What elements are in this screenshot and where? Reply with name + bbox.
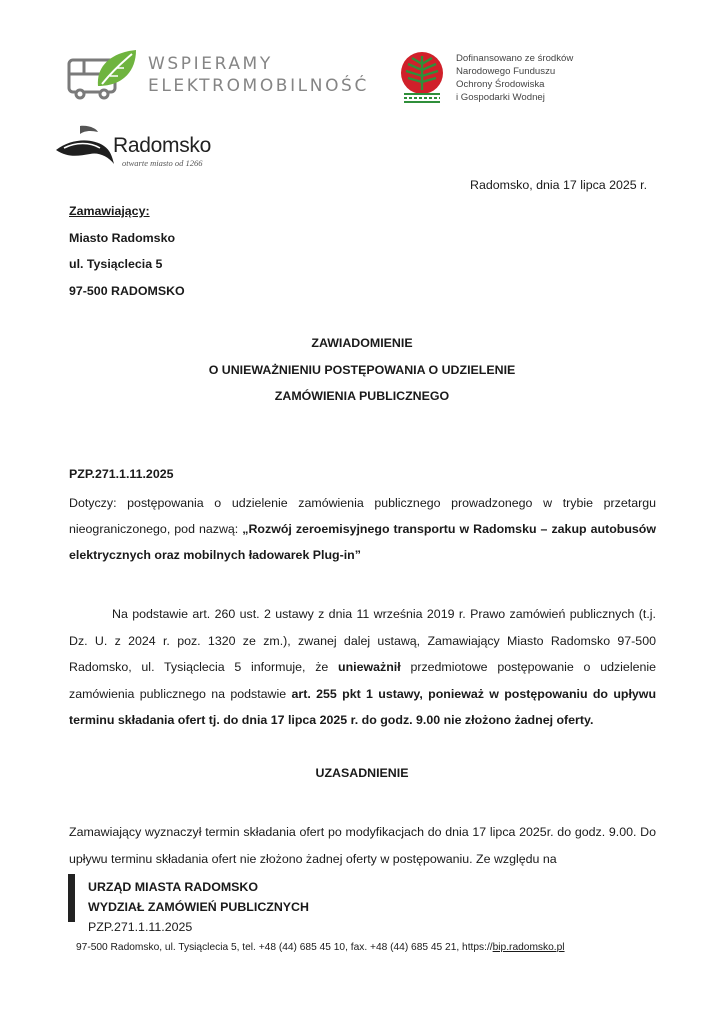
authority-line: 97-500 RADOMSKO bbox=[69, 284, 185, 298]
decision-paragraph bbox=[69, 601, 656, 734]
footer-accent-bar bbox=[68, 874, 75, 922]
nfos-text-line: Narodowego Funduszu bbox=[456, 66, 556, 77]
footer-office: URZĄD MIASTA RADOMSKO bbox=[88, 880, 259, 894]
contracting-authority-label: Zamawiający: bbox=[69, 204, 150, 218]
place-and-date: Radomsko, dnia 17 lipca 2025 r. bbox=[470, 178, 648, 192]
footer-contact-line bbox=[76, 942, 636, 953]
subject-title: „Rozwój zeroemisyjnego transportu w Radomsku – zakup autobusów elektrycznych oraz mobilnych ładowarek Plug-in” bbox=[69, 522, 656, 562]
subject-paragraph bbox=[69, 490, 656, 568]
decision-text-part2: przedmiotowe postępowanie o udzielenie zamówienia publicznego na podstawie bbox=[69, 660, 656, 701]
nfos-text-line: Ochrony Środowiska bbox=[456, 79, 545, 90]
decision-text-part1: Na podstawie art. 260 ust. 2 ustawy z dnia 11 września 2019 r. Prawo zamówień publicznych (t.j. Dz. U. z 2024 r. poz. 1320 ze zm.), zwanej dalej ustawą, Zamawiający Miasto Radomsko 97-500 Radomsko, ul. Tysiąclecia 5 informuje, że bbox=[69, 607, 656, 674]
document-title-line: ZAMÓWIENIA PUBLICZNEGO bbox=[274, 389, 450, 403]
nfos-text-line: i Gospodarki Wodnej bbox=[456, 92, 545, 103]
campaign-title-line1: WSPIERAMY bbox=[148, 54, 273, 74]
campaign-title-line2: ELEKTROMOBILNOŚĆ bbox=[148, 76, 369, 96]
case-reference: PZP.271.1.11.2025 bbox=[69, 467, 174, 481]
authority-line: Miasto Radomsko bbox=[69, 231, 176, 245]
footer-address: 97-500 Radomsko, ul. Tysiąclecia 5, tel. +48 (44) 685 45 10, fax. +48 (44) 685 45 21, https:// bbox=[76, 942, 493, 953]
justification-heading: UZASADNIENIE bbox=[315, 766, 409, 780]
authority-line: ul. Tysiąclecia 5 bbox=[69, 257, 163, 271]
document-title-line: O UNIEWAŻNIENIU POSTĘPOWANIA O UDZIELENIE bbox=[208, 363, 516, 377]
electromobility-bus-icon bbox=[66, 46, 138, 102]
justification-paragraph: Zamawiający wyznaczył termin składania ofert po modyfikacjach do dnia 17 lipca 2025r. do godz. 9.00. Do upływu terminu składania ofert nie złożono żadnej oferty w postępowaniu. Ze względu na bbox=[69, 825, 656, 866]
radomsko-swoosh-icon bbox=[54, 124, 116, 166]
nfos-text-line: Dofinansowano ze środków bbox=[456, 53, 574, 64]
footer-department: WYDZIAŁ ZAMÓWIEŃ PUBLICZNYCH bbox=[88, 900, 309, 914]
subject-prefix: Dotyczy: postępowania o udzielenie zamówienia publicznego prowadzonego w trybie przetargu nieograniczonego, pod nazwą: bbox=[69, 496, 656, 536]
decision-legal-basis: art. 255 pkt 1 ustawy, ponieważ w postępowaniu do upływu terminu składania ofert tj. do dnia 17 lipca 2025 r. do godz. 9.00 nie złożono żadnej oferty. bbox=[69, 686, 657, 727]
decision-keyword: unieważnił bbox=[338, 660, 401, 674]
nfosigw-tree-icon bbox=[396, 50, 448, 104]
footer-reference: PZP.271.1.11.2025 bbox=[88, 920, 193, 934]
city-logo-name: Radomsko bbox=[113, 134, 211, 157]
bip-link[interactable]: bip.radomsko.pl bbox=[492, 942, 565, 953]
city-logo-tagline: otwarte miasto od 1266 bbox=[122, 158, 203, 168]
document-title-line: ZAWIADOMIENIE bbox=[311, 336, 413, 350]
